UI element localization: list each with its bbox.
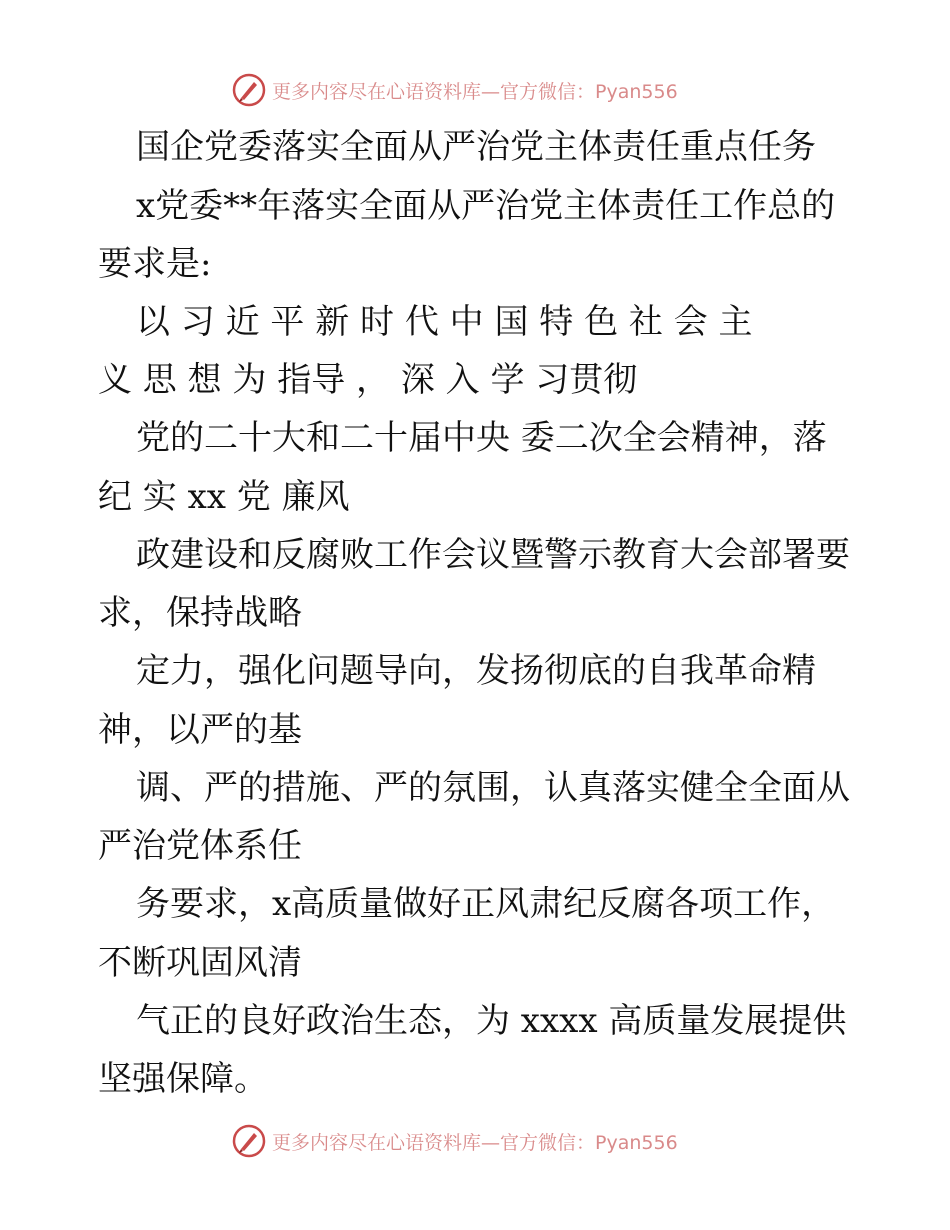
text-line: 定力，强化问题导向，发扬彻底的自我革命精 bbox=[136, 651, 816, 691]
text-line: x党委**年落实全面从严治党主体责任工作总的 bbox=[136, 186, 836, 226]
text-line: 务要求，x高质量做好正风肃纪反腐各项工作， bbox=[136, 884, 836, 924]
text-line: 要求是: bbox=[98, 244, 212, 284]
text-line: 党的二十大和二十届中央 委二次全会精神，落 bbox=[136, 418, 827, 458]
text-line: 不断巩固风清 bbox=[98, 943, 302, 983]
text-line: 政建设和反腐败工作会议暨警示教育大会部署要 bbox=[136, 535, 850, 575]
text-line: 调、严的措施、严的氛围，认真落实健全全面从 bbox=[136, 768, 850, 808]
footer-watermark bbox=[232, 1121, 678, 1161]
quill-logo-icon bbox=[232, 1124, 266, 1158]
text-line: 坚强保障。 bbox=[98, 1059, 268, 1099]
text-line: 纪 实 xx 党 廉风 bbox=[98, 477, 350, 517]
text-line: 气正的良好政治生态，为 xxxx 高质量发展提供 bbox=[136, 1001, 847, 1041]
text-line: 以 习 近 平 新 时 代 中 国 特 色 社 会 主 bbox=[136, 302, 753, 342]
document-title: 国企党委落实全面从严治党主体责任重点任务 bbox=[136, 127, 816, 167]
watermark-text: 更多内容尽在心语资料库—官方微信：Pyan556 bbox=[272, 1131, 678, 1154]
text-line: 严治党体系任 bbox=[98, 826, 302, 866]
text-line: 求，保持战略 bbox=[98, 593, 302, 633]
text-line: 神，以严的基 bbox=[98, 710, 302, 750]
watermark-text: 更多内容尽在心语资料库—官方微信：Pyan556 bbox=[272, 80, 678, 103]
text-line: 义 思 想 为 指导 ， 深 入 学 习贯彻 bbox=[98, 360, 638, 400]
